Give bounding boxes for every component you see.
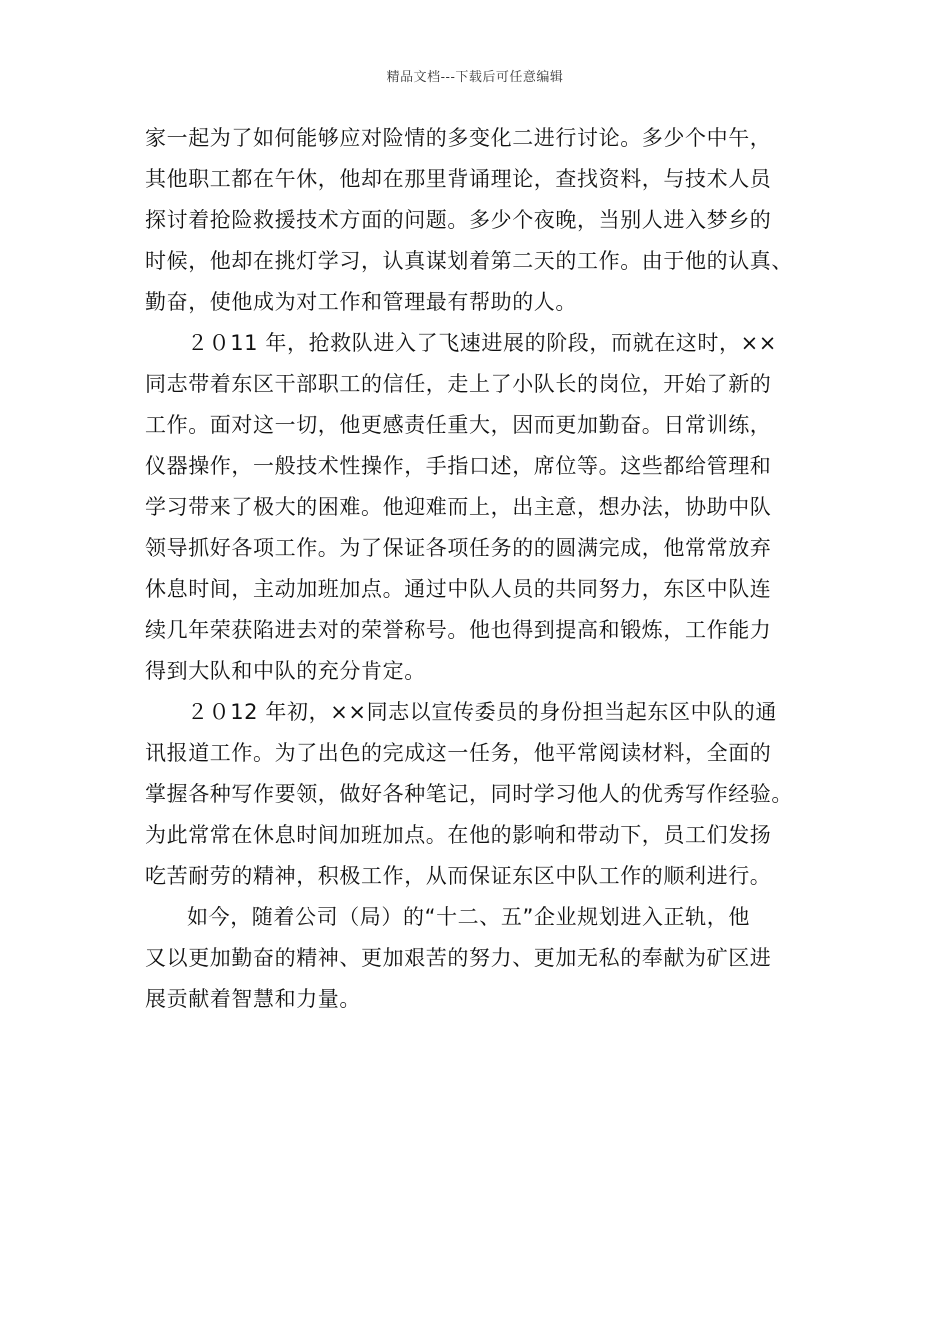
- document-body: [145, 118, 810, 1020]
- text-line-18: 为此常常在休息时间加班加点。在他的影响和带动下，员工们发扬: [145, 823, 772, 847]
- text-line-11: 领导抓好各项工作。为了保证各项任务的的圆满完成，他常常放弃: [145, 536, 772, 560]
- text-line-17: 掌握各种写作要领，做好各种笔记，同时学习他人的优秀写作经验。: [145, 782, 793, 806]
- text-line-22: 展贡献着智慧和力量。: [145, 987, 361, 1011]
- text-line-14: 得到大队和中队的充分肯定。: [145, 659, 426, 683]
- text-line-15: ２０12 年初，××同志以宣传委员的身份担当起东区中队的通: [187, 700, 777, 724]
- text-line-16: 讯报道工作。为了出色的完成这一任务，他平常阅读材料，全面的: [145, 741, 772, 765]
- page-header: 精品文档---下载后可任意编辑: [386, 70, 564, 85]
- text-line-8: 工作。面对这一切，他更感责任重大，因而更加勤奋。日常训练，: [145, 413, 772, 437]
- text-line-6: ２０11 年，抢救队进入了飞速进展的阶段，而就在这时，××: [187, 331, 777, 355]
- text-line-9: 仪器操作，一般技术性操作，手指口述，席位等。这些都给管理和: [145, 454, 772, 478]
- text-line-1: 家一起为了如何能够应对险情的多变化二进行讨论。多少个中午，: [145, 126, 772, 150]
- text-line-12: 休息时间，主动加班加点。通过中队人员的共同努力，东区中队连: [145, 577, 772, 601]
- text-line-2: 其他职工都在午休，他却在那里背诵理论，查找资料，与技术人员: [145, 167, 772, 191]
- text-line-10: 学习带来了极大的困难。他迎难而上，出主意，想办法，协助中队: [145, 495, 772, 519]
- text-line-19: 吃苦耐劳的精神，积极工作，从而保证东区中队工作的顺利进行。: [145, 864, 772, 888]
- text-line-5: 勤奋，使他成为对工作和管理最有帮助的人。: [145, 290, 577, 314]
- text-line-21: 又以更加勤奋的精神、更加艰苦的努力、更加无私的奉献为矿区进: [145, 946, 772, 970]
- text-line-4: 时候，他却在挑灯学习，认真谋划着第二天的工作。由于他的认真、: [145, 249, 793, 273]
- text-line-7: 同志带着东区干部职工的信任，走上了小队长的岗位，开始了新的: [145, 372, 772, 396]
- text-line-13: 续几年荣获陷进去对的荣誉称号。他也得到提高和锻炼，工作能力: [145, 618, 772, 642]
- text-line-3: 探讨着抢险救援技术方面的问题。多少个夜晚，当别人进入梦乡的: [145, 208, 772, 232]
- text-line-20: 如今，随着公司（局）的“十二、五”企业规划进入正轨，他: [187, 905, 750, 929]
